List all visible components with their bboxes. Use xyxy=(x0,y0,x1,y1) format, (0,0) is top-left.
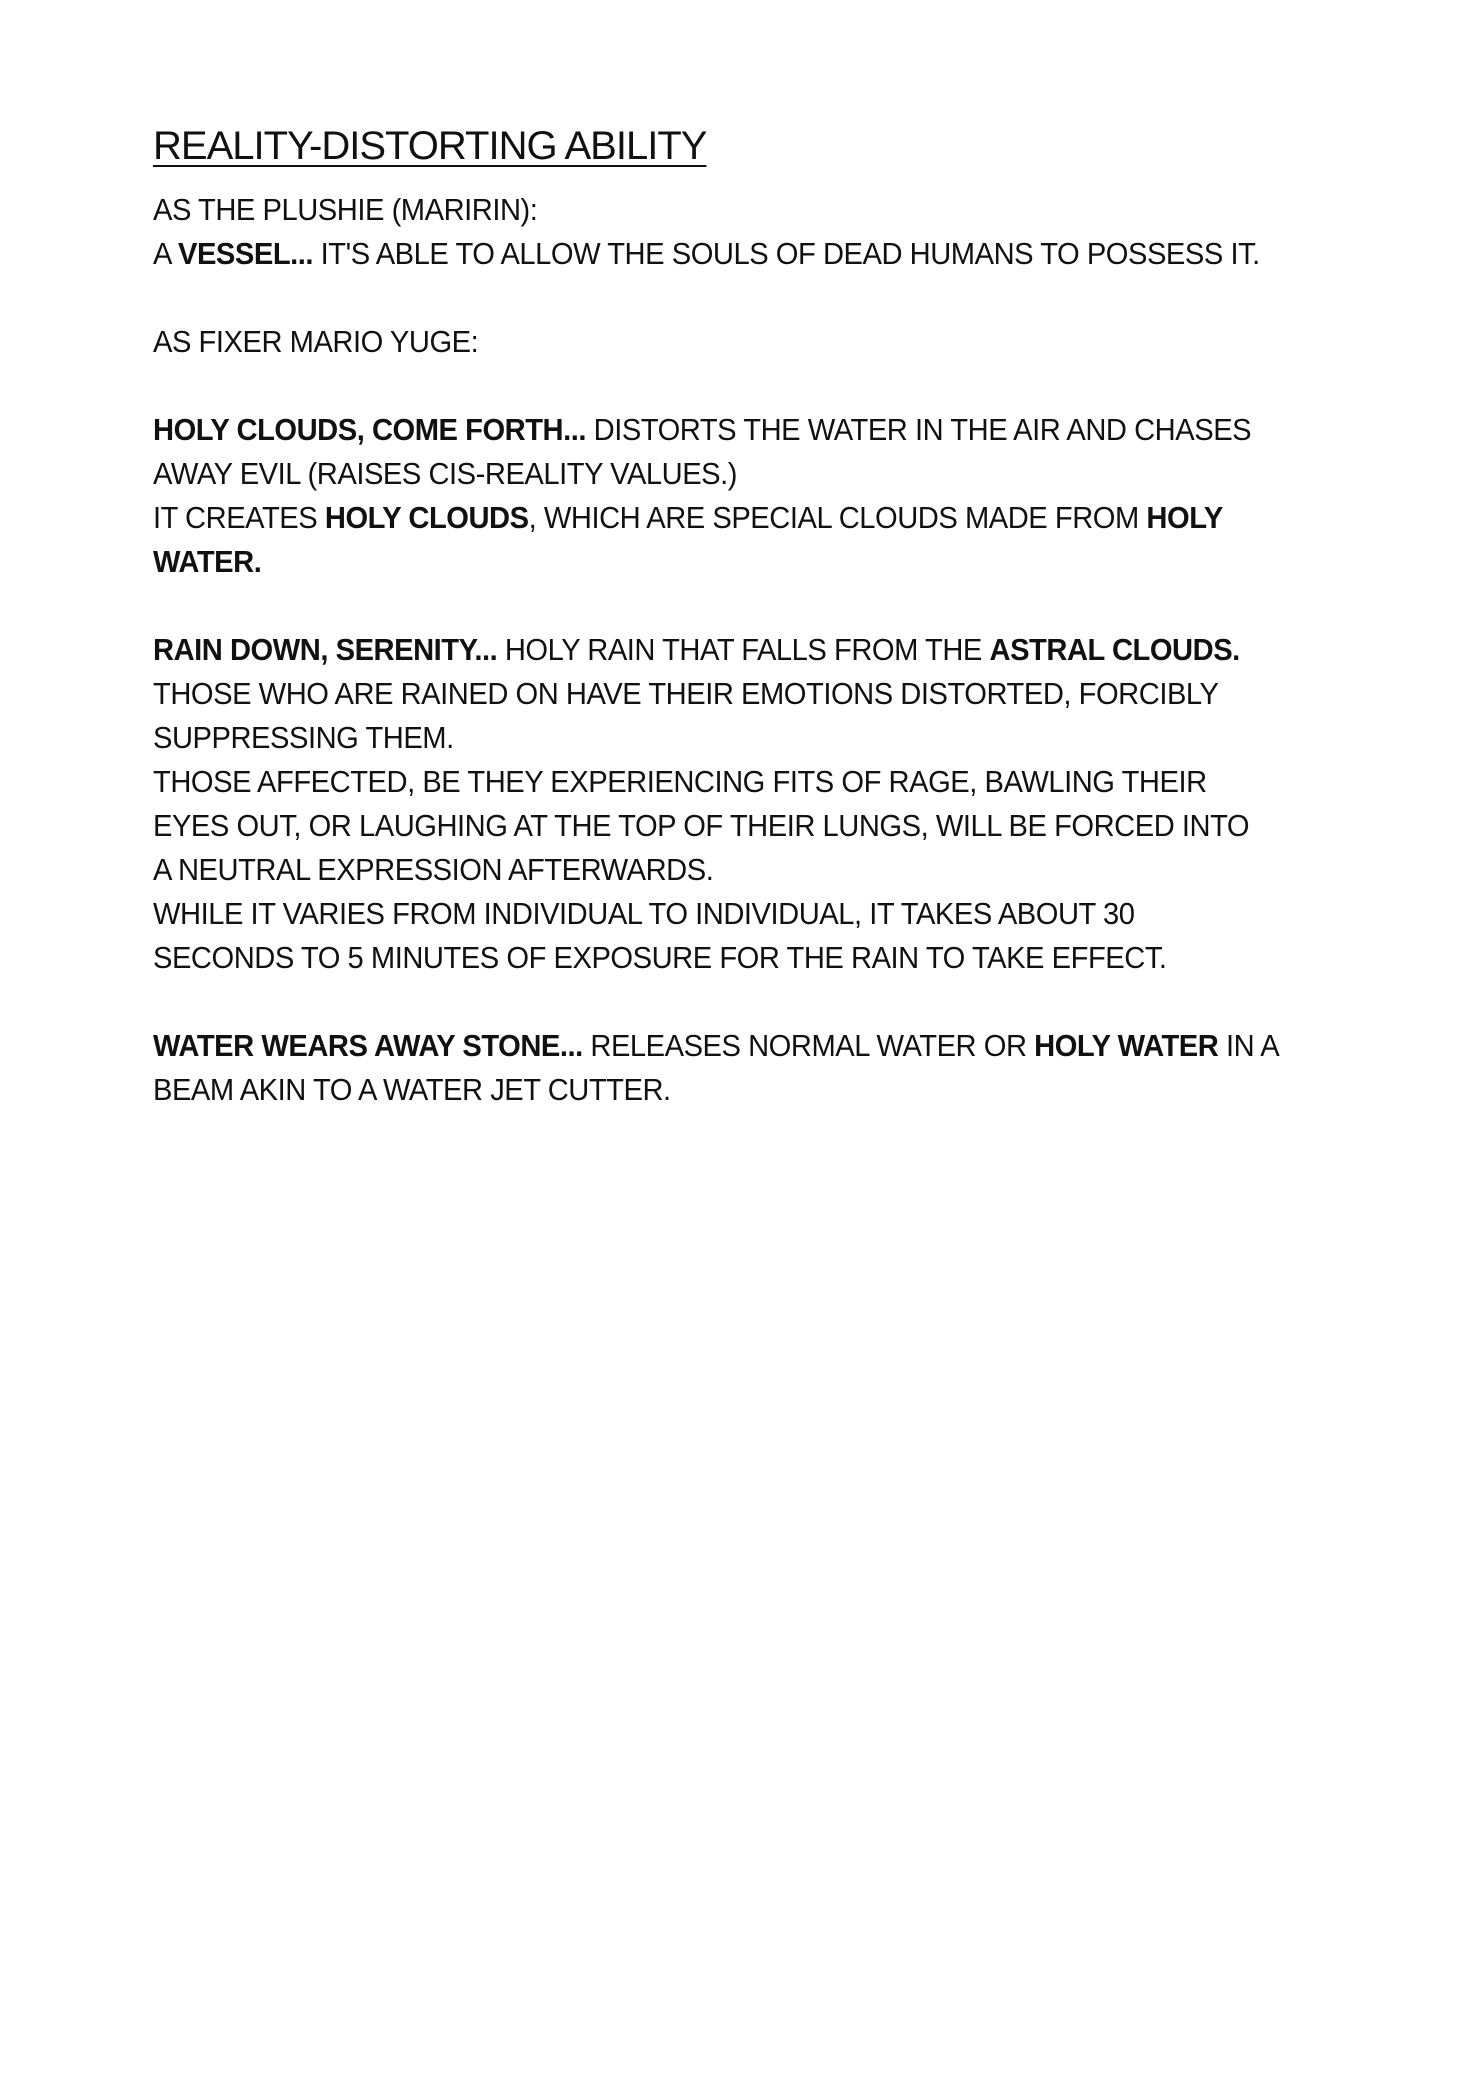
astral-clouds-term: ASTRAL CLOUDS. xyxy=(989,632,1240,667)
rain-name: RAIN DOWN, SERENITY... xyxy=(153,632,498,667)
spacer xyxy=(153,276,1313,320)
water-desc: RELEASES NORMAL WATER OR xyxy=(582,1028,1035,1063)
holy-clouds-line-4 xyxy=(153,540,1243,584)
spacer xyxy=(153,364,1313,408)
rain-line-2: THOSE WHO ARE RAINED ON HAVE THEIR EMOTIONS DISTORTED, FORCIBLY xyxy=(153,676,1219,711)
holy-water-term: HOLY xyxy=(1146,500,1223,535)
vessel-name: VESSEL... xyxy=(177,236,314,271)
holy-clouds-desc: DISTORTS THE WATER IN THE AIR AND CHASES xyxy=(586,412,1252,447)
rain-line-6: A NEUTRAL EXPRESSION AFTERWARDS. xyxy=(153,852,714,887)
rain-line-3: SUPPRESSING THEM. xyxy=(153,720,454,755)
holy-clouds-name: HOLY CLOUDS, COME FORTH... xyxy=(153,412,587,447)
document-title: REALITY-DISTORTING ABILITY xyxy=(153,124,707,168)
water-name: WATER WEARS AWAY STONE... xyxy=(153,1028,583,1063)
holy-clouds-term: HOLY CLOUDS xyxy=(324,500,529,535)
spacer xyxy=(153,584,1313,628)
holy-clouds-line-2: AWAY EVIL (RAISES CIS-REALITY VALUES.) xyxy=(153,456,738,491)
vessel-description: IT'S ABLE TO ALLOW THE SOULS OF DEAD HUMANS TO POSSESS IT. xyxy=(313,236,1260,271)
holy-clouds-line-1 xyxy=(153,408,1252,452)
rain-desc: HOLY RAIN THAT FALLS FROM THE xyxy=(497,632,990,667)
fixer-heading: AS FIXER MARIO YUGE: xyxy=(153,324,479,359)
holy-water-term: HOLY WATER xyxy=(1034,1028,1219,1063)
rain-line-8: SECONDS TO 5 MINUTES OF EXPOSURE FOR THE RAIN TO TAKE EFFECT. xyxy=(153,940,1167,975)
rain-line-4: THOSE AFFECTED, BE THEY EXPERIENCING FITS OF RAGE, BAWLING THEIR xyxy=(153,764,1207,799)
document-body xyxy=(153,118,1313,1112)
rain-line-1 xyxy=(153,628,1243,672)
holy-water-term: WATER. xyxy=(153,544,262,579)
water-line-1 xyxy=(153,1024,1280,1068)
vessel-ability xyxy=(153,232,1260,276)
rain-line-7: WHILE IT VARIES FROM INDIVIDUAL TO INDIVIDUAL, IT TAKES ABOUT 30 xyxy=(153,896,1135,931)
holy-clouds-text: , WHICH ARE SPECIAL CLOUDS MADE FROM xyxy=(528,500,1147,535)
spacer xyxy=(153,980,1313,1024)
holy-clouds-text: IT CREATES xyxy=(153,500,325,535)
water-line-2: BEAM AKIN TO A WATER JET CUTTER. xyxy=(153,1072,671,1107)
plushie-heading: AS THE PLUSHIE (MARIRIN): xyxy=(153,192,538,227)
holy-clouds-line-3 xyxy=(153,496,1243,540)
rain-line-5: EYES OUT, OR LAUGHING AT THE TOP OF THEIR LUNGS, WILL BE FORCED INTO xyxy=(153,808,1250,843)
water-desc: IN A xyxy=(1218,1028,1280,1063)
vessel-prefix: A xyxy=(153,236,178,271)
